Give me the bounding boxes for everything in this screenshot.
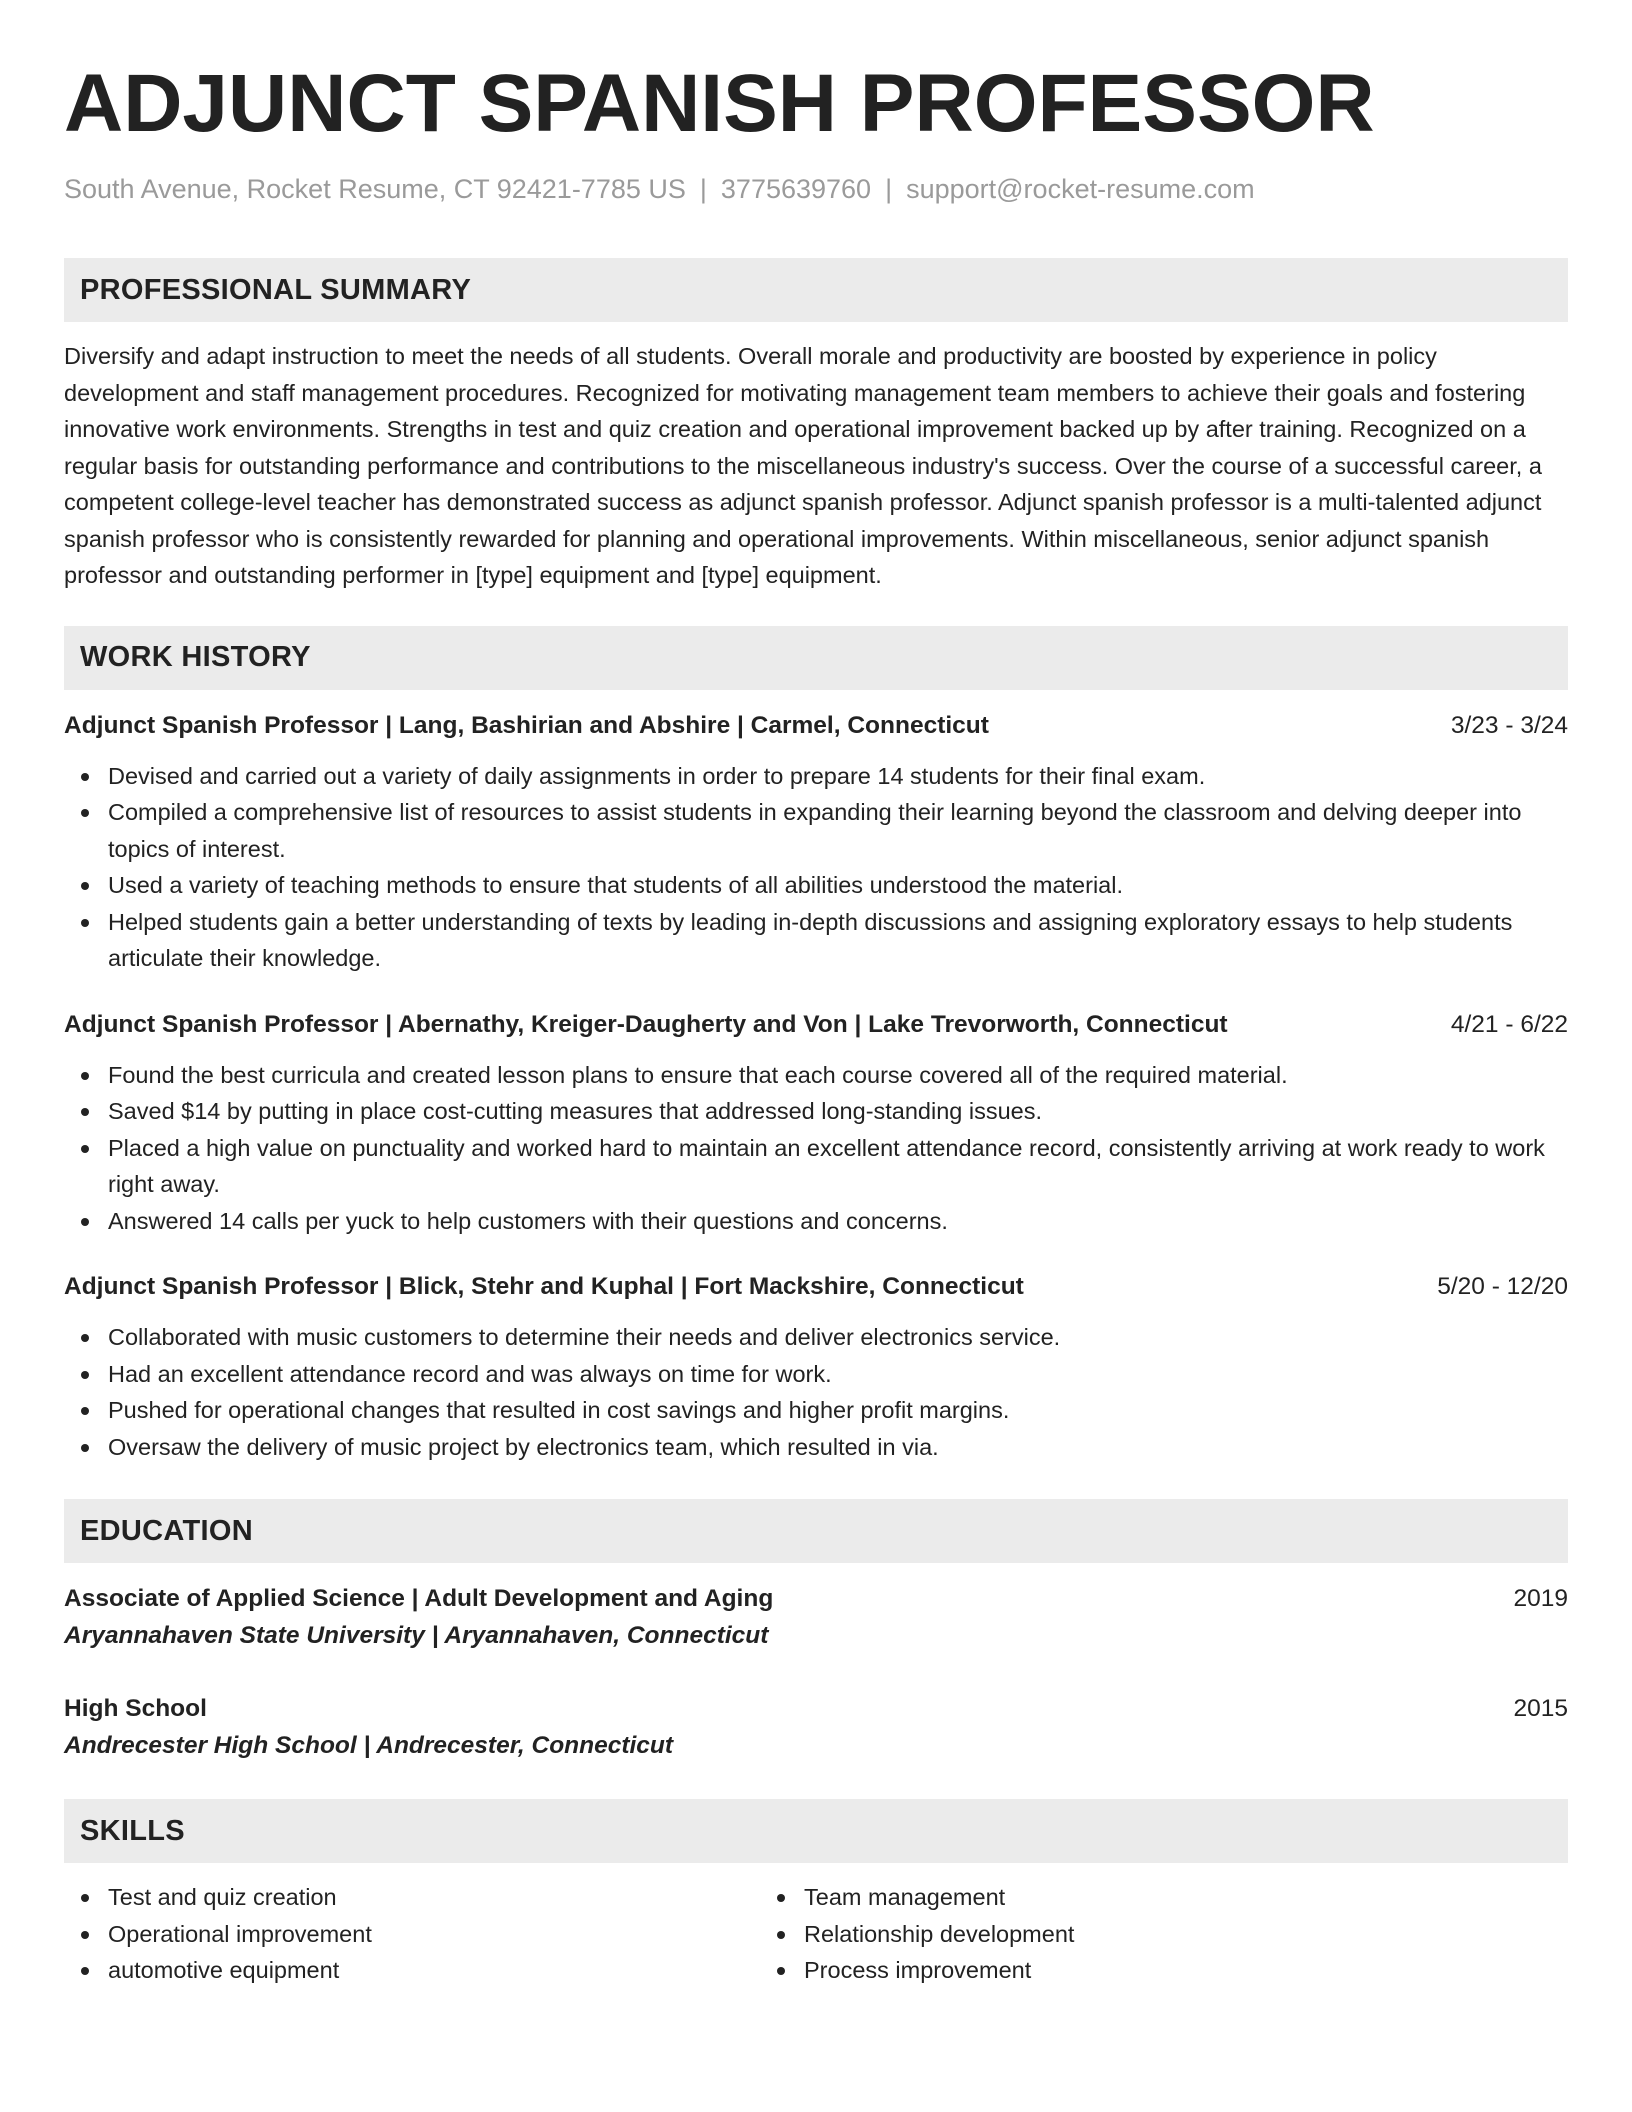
education-degree: Associate of Applied Science | Adult Development and Aging	[64, 1585, 774, 1612]
resume-name: ADJUNCT SPANISH PROFESSOR	[64, 58, 1375, 149]
education-header	[64, 1581, 1568, 1617]
skills-column-left	[64, 1879, 760, 1989]
summary-text: Diversify and adapt instruction to meet the needs of all students. Overall morale and productivity are boosted by experience in policy development and staff management procedures. Recognized for motivating management team members to achieve their goals and fostering innovative work environments. Strengths in test and quiz creation and operational improvement backed up by after training. Recognized on a regular basis for outstanding performance and contributions to the miscellaneous industry's success. Over the course of a successful career, a competent college-level teacher has demonstrated success as adjunct spanish professor. Adjunct spanish professor is a multi-talented adjunct spanish professor who is consistently rewarded for planning and operational improvements. Within miscellaneous, senior adjunct spanish professor and outstanding performer in [type] equipment and [type] equipment.	[64, 343, 1542, 588]
education-entry	[64, 1691, 1568, 1765]
contact-address: South Avenue, Rocket Resume, CT 92421-7785 US	[64, 174, 686, 204]
list-item: Compiled a comprehensive list of resources to assist students in expanding their learning beyond the classroom and delving deeper into topics of interest.	[108, 794, 1568, 867]
section-header-summary: PROFESSIONAL SUMMARY	[64, 258, 1568, 322]
skill-item: automotive equipment	[108, 1952, 760, 1989]
contact-email: support@rocket-resume.com	[906, 174, 1255, 204]
education-school: Andrecester High School | Andrecester, Connecticut	[64, 1732, 674, 1759]
section-header-skills: SKILLS	[64, 1799, 1568, 1863]
list-item: Devised and carried out a variety of daily assignments in order to prepare 14 students for their final exam.	[108, 758, 1568, 795]
list-item: Had an excellent attendance record and was always on time for work.	[108, 1356, 1568, 1393]
contact-phone: 3775639760	[720, 174, 872, 204]
skill-item: Process improvement	[804, 1952, 1460, 1989]
education-year: 2019	[1513, 1585, 1568, 1612]
education-school: Aryannahaven State University | Aryannahaven, Connecticut	[64, 1622, 769, 1649]
list-item: Helped students gain a better understanding of texts by leading in-depth discussions and assigning exploratory essays to help students articulate their knowledge.	[108, 904, 1568, 977]
skills-list	[64, 1879, 1568, 1989]
list-item: Oversaw the delivery of music project by electronics team, which resulted in via.	[108, 1429, 1568, 1466]
skill-item: Operational improvement	[108, 1916, 760, 1953]
job-header	[64, 1269, 1568, 1305]
job-dates: 4/21 - 6/22	[1450, 1010, 1568, 1038]
list-item: Pushed for operational changes that resulted in cost savings and higher profit margins.	[108, 1392, 1568, 1429]
job-title: Adjunct Spanish Professor | Abernathy, Kreiger-Daugherty and Von | Lake Trevorworth, Connecticut	[64, 1010, 1228, 1038]
job-header	[64, 1007, 1568, 1043]
education-year: 2015	[1513, 1695, 1568, 1722]
job-bullets	[64, 758, 1568, 977]
job-dates: 5/20 - 12/20	[1437, 1273, 1568, 1300]
job-dates: 3/23 - 3/24	[1450, 711, 1568, 739]
job-title: Adjunct Spanish Professor | Lang, Bashirian and Abshire | Carmel, Connecticut	[64, 711, 989, 739]
list-item: Found the best curricula and created lesson plans to ensure that each course covered all of the required material.	[108, 1057, 1568, 1094]
job-entry	[64, 708, 1568, 977]
job-entry	[64, 1269, 1568, 1465]
job-header	[64, 708, 1568, 744]
skills-column-right	[760, 1879, 1460, 1989]
list-item: Answered 14 calls per yuck to help customers with their questions and concerns.	[108, 1203, 1568, 1240]
education-degree: High School	[64, 1695, 207, 1722]
skill-item: Test and quiz creation	[108, 1879, 760, 1916]
section-header-education: EDUCATION	[64, 1499, 1568, 1563]
job-title: Adjunct Spanish Professor | Blick, Stehr and Kuphal | Fort Mackshire, Connecticut	[64, 1273, 1024, 1300]
contact-separator: |	[699, 174, 707, 204]
contact-separator: |	[885, 174, 893, 204]
education-entry	[64, 1581, 1568, 1655]
list-item: Saved $14 by putting in place cost-cutting measures that addressed long-standing issues.	[108, 1093, 1568, 1130]
list-item: Collaborated with music customers to determine their needs and deliver electronics service.	[108, 1319, 1568, 1356]
job-bullets	[64, 1319, 1568, 1465]
job-bullets	[64, 1057, 1568, 1240]
section-header-work-history: WORK HISTORY	[64, 626, 1568, 690]
contact-line	[64, 172, 1568, 206]
job-entry	[64, 1007, 1568, 1240]
education-header	[64, 1691, 1568, 1727]
skill-item: Relationship development	[804, 1916, 1460, 1953]
list-item: Used a variety of teaching methods to ensure that students of all abilities understood the material.	[108, 867, 1568, 904]
list-item: Placed a high value on punctuality and worked hard to maintain an excellent attendance record, consistently arriving at work ready to work right away.	[108, 1130, 1568, 1203]
skill-item: Team management	[804, 1879, 1460, 1916]
